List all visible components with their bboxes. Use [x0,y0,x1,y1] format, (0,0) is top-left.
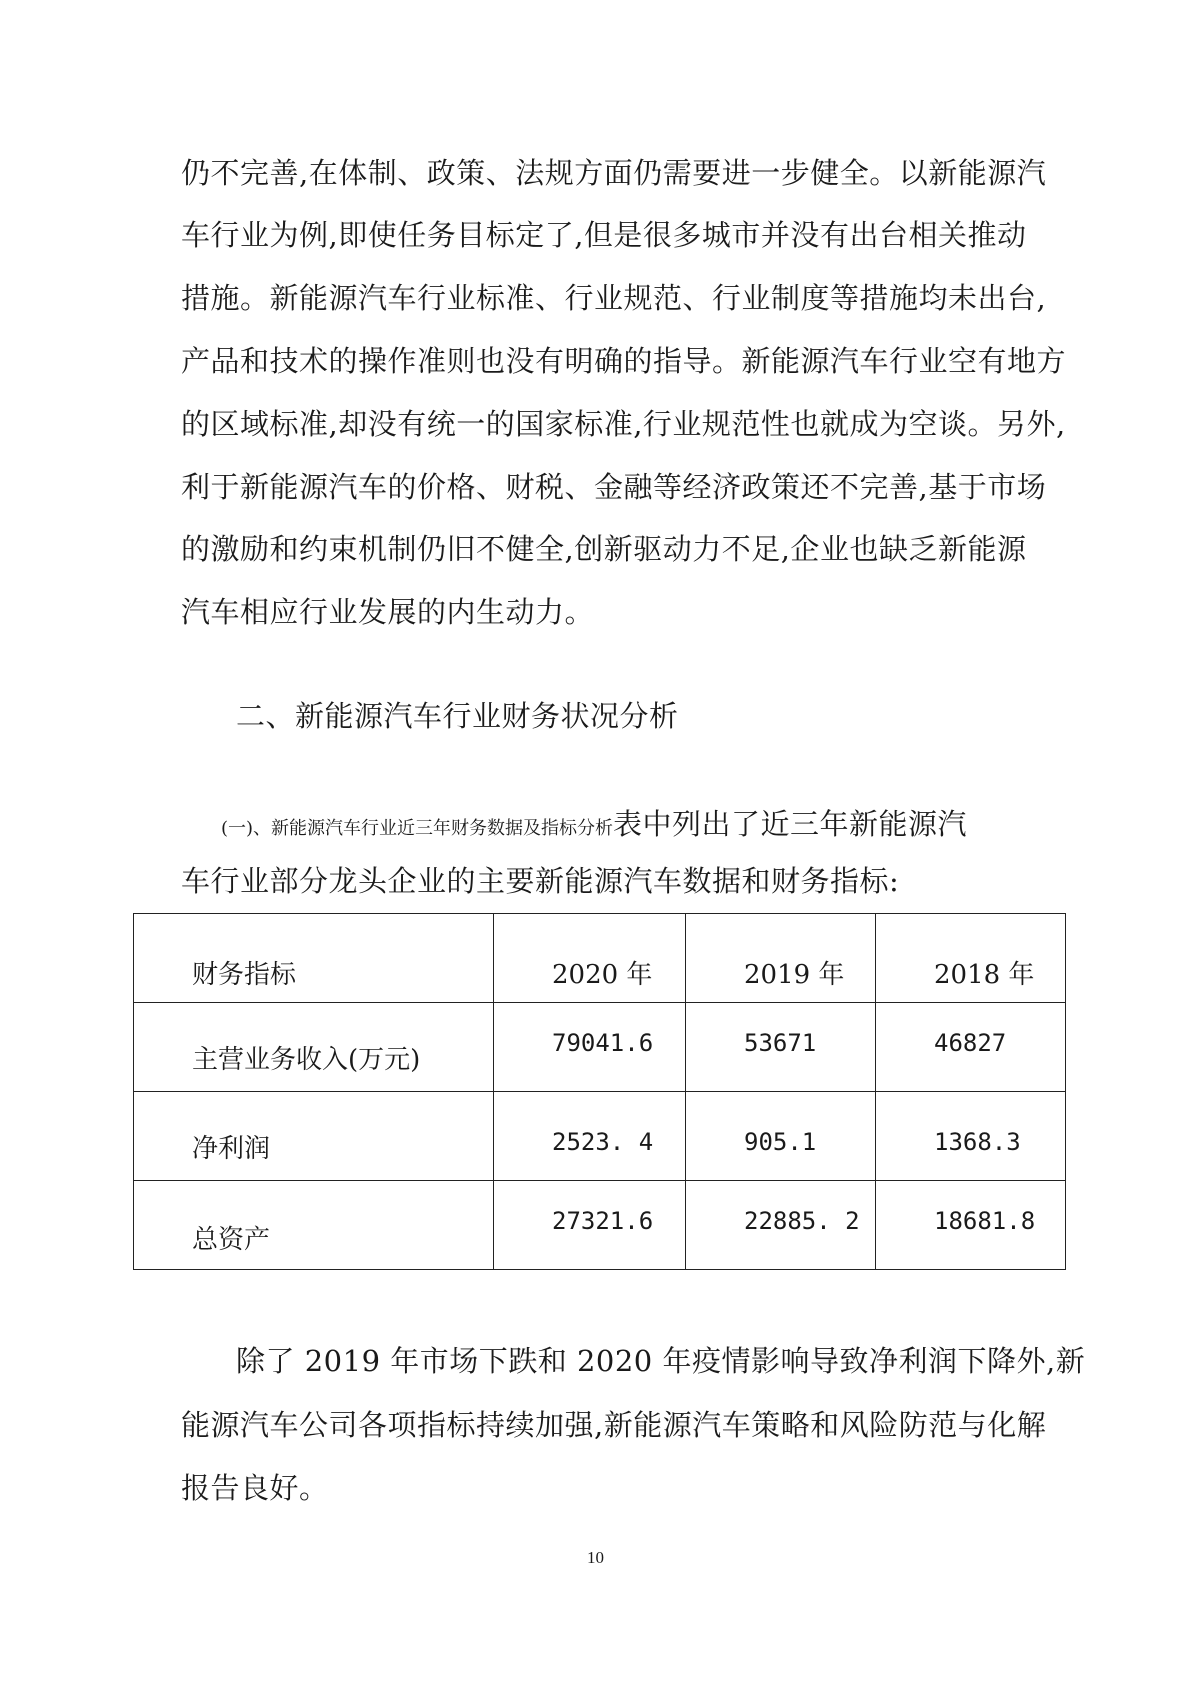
closing-line: 除了 2019 年市场下跌和 2020 年疫情影响导致净利润下降外,新 [236,1344,1086,1378]
section-heading: 二、新能源汽车行业财务状况分析 [236,699,679,733]
table-header-row [134,914,1066,1003]
financial-table [133,913,1066,1270]
page-number: 10 [587,1548,604,1567]
subsection-line-1-rest: 表中列出了近三年新能源汽 [613,807,968,841]
table-header-cell: 2019 年 [686,914,876,1003]
subsection-line-1 [221,808,967,845]
body-line: 产品和技术的操作准则也没有明确的指导。新能源汽车行业空有地方 [181,344,1067,378]
table-row [134,1092,1066,1181]
table-cell: 46827 [876,1003,1066,1092]
body-line: 仍不完善,在体制、政策、法规方面仍需要进一步健全。以新能源汽 [181,156,1047,190]
body-line: 的激励和约束机制仍旧不健全,创新驱动力不足,企业也缺乏新能源 [181,532,1027,566]
table-header-cell: 2018 年 [876,914,1066,1003]
closing-line: 报告良好。 [181,1471,329,1505]
body-line: 措施。新能源汽车行业标准、行业规范、行业制度等措施均未出台, [181,281,1047,315]
table-cell: 主营业务收入(万元) [134,1003,494,1092]
table-header-cell: 2020 年 [494,914,686,1003]
table-cell: 905.1 [686,1092,876,1181]
table-cell: 净利润 [134,1092,494,1181]
closing-line: 能源汽车公司各项指标持续加强,新能源汽车策略和风险防范与化解 [181,1408,1047,1442]
table-cell: 79041.6 [494,1003,686,1092]
table-cell: 总资产 [134,1181,494,1270]
table-cell: 1368.3 [876,1092,1066,1181]
subsection-title: (一)、新能源汽车行业近三年财务数据及指标分析 [221,818,614,839]
table-cell: 53671 [686,1003,876,1092]
subsection-line-2: 车行业部分龙头企业的主要新能源汽车数据和财务指标: [181,864,900,898]
table-cell: 27321.6 [494,1181,686,1270]
body-line: 的区域标准,却没有统一的国家标准,行业规范性也就成为空谈。另外, [181,407,1066,441]
table-row [134,1181,1066,1270]
body-line: 车行业为例,即使任务目标定了,但是很多城市并没有出台相关推动 [181,218,1027,252]
table-header-cell: 财务指标 [134,914,494,1003]
table-cell: 18681.8 [876,1181,1066,1270]
table-cell: 22885. 2 [686,1181,876,1270]
body-line: 利于新能源汽车的价格、财税、金融等经济政策还不完善,基于市场 [181,470,1047,504]
table-row [134,1003,1066,1092]
body-line: 汽车相应行业发展的内生动力。 [181,595,595,629]
table-cell: 2523. 4 [494,1092,686,1181]
